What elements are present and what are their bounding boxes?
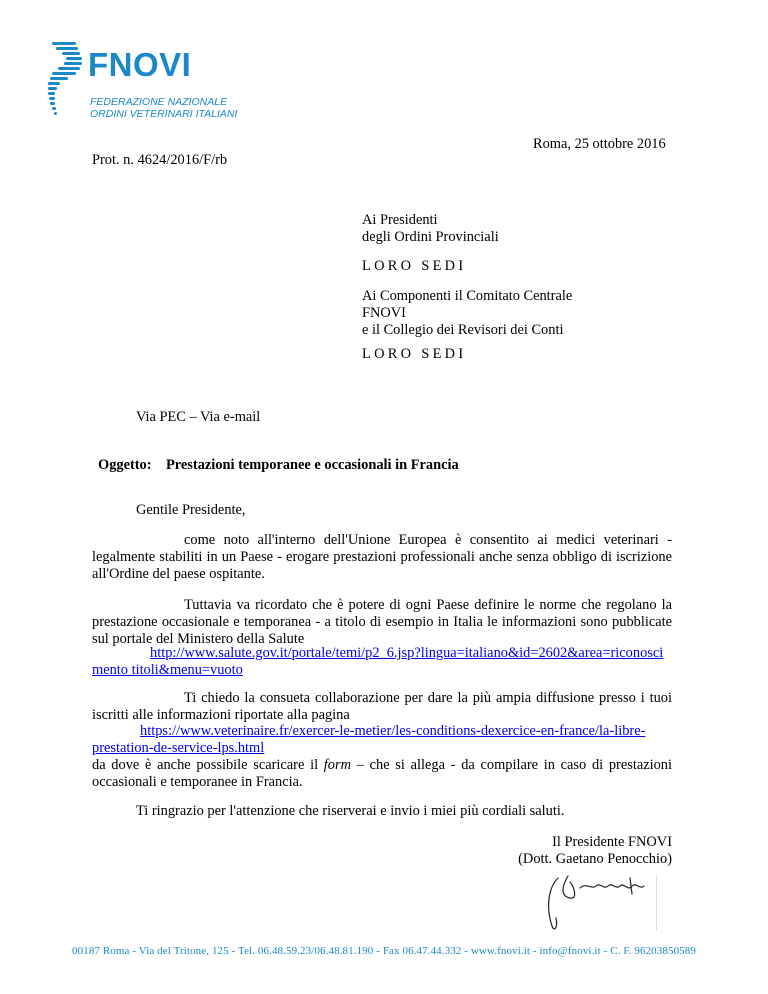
signature-block: [440, 834, 672, 868]
recipient-1-line-2: degli Ordini Provinciali: [362, 229, 499, 245]
recipient-block-1: [362, 212, 672, 246]
salute-link-part-2[interactable]: mento titoli&menu=vuoto: [92, 662, 243, 678]
closing: Ti ringrazio per l'attenzione che riserverai e invio i miei più cordiali saluti.: [136, 803, 565, 819]
protocol-number: Prot. n. 4624/2016/F/rb: [92, 152, 228, 168]
paragraph-3: Ti chiedo la consueta collaborazione per dare la più ampia diffusione presso i tuoi iscritti alle informazioni riportate alla pagina: [92, 690, 672, 723]
paragraph-4-after: – che si allega - da compilare in caso di prestazioni occasionali e temporanee in Francia.: [92, 757, 672, 790]
letter-date: Roma, 25 ottobre 2016: [533, 136, 666, 152]
fnovi-logo: [42, 40, 272, 120]
recipient-1-line-1: Ai Presidenti: [362, 212, 438, 228]
paragraph-4-form: form: [323, 757, 351, 773]
loro-sedi-1: LORO SEDI: [362, 258, 467, 274]
logo-subtitle-line-2: ORDINI VETERINARI ITALIANI: [90, 108, 238, 120]
recipient-2-line-2: FNOVI: [362, 305, 406, 321]
recipient-2-line-3: e il Collegio dei Revisori dei Conti: [362, 322, 564, 338]
logo-subtitle: [90, 96, 237, 120]
paragraph-2: Tuttavia va ricordato che è potere di ogni Paese definire le norme che regolano la prestazione occasionale e temporanea - a titolo di esempio in Italia le informazioni sono pubblicate sul portale del Ministero della Salute: [92, 597, 672, 647]
salute-link-part-1[interactable]: http://www.salute.gov.it/portale/temi/p2_6.jsp?lingua=italiano&id=2602&area=riconosci: [150, 645, 664, 661]
recipient-block-2: [362, 288, 672, 339]
greeting: Gentile Presidente,: [136, 502, 246, 518]
delivery-method: Via PEC – Via e-mail: [136, 409, 261, 425]
paragraph-4: [92, 757, 672, 791]
dna-helix-icon: [42, 40, 86, 120]
signature-title: Il Presidente FNOVI: [552, 834, 672, 850]
footer-contacts: 00187 Roma - Via del Tritone, 125 - Tel. 06.48.59.23/06.48.81.190 - Fax 06.47.44.332 - www.fnovi.it - info@fnovi.it - C. F. 96203850589: [72, 945, 696, 957]
logo-subtitle-line-1: FEDERAZIONE NAZIONALE: [90, 96, 228, 108]
handwritten-signature: [540, 868, 660, 938]
recipient-2-line-1: Ai Componenti il Comitato Centrale: [362, 288, 573, 304]
paragraph-4-before: da dove è anche possibile scaricare il: [92, 757, 324, 773]
paragraph-1: come noto all'interno dell'Unione Europea è consentito ai medici veterinari - legalmente stabiliti in un Paese - erogare prestazioni professionali anche senza obbligo di iscrizione all'Ordine del paese ospitante.: [92, 532, 672, 582]
logo-wordmark: FNOVI: [88, 46, 192, 83]
subject-label: Oggetto:: [98, 457, 152, 473]
veterinaire-link-part-2[interactable]: prestation-de-service-lps.html: [92, 740, 265, 756]
subject-text: Prestazioni temporanee e occasionali in Francia: [166, 457, 459, 473]
salute-link-block: [92, 645, 682, 679]
signature-divider: [656, 875, 657, 930]
signature-name: (Dott. Gaetano Penocchio): [518, 851, 672, 867]
loro-sedi-2: LORO SEDI: [362, 346, 467, 362]
veterinaire-link-part-1[interactable]: https://www.veterinaire.fr/exercer-le-metier/les-conditions-dexercice-en-france/la-libre-: [140, 723, 646, 739]
veterinaire-link-block: [92, 723, 682, 757]
